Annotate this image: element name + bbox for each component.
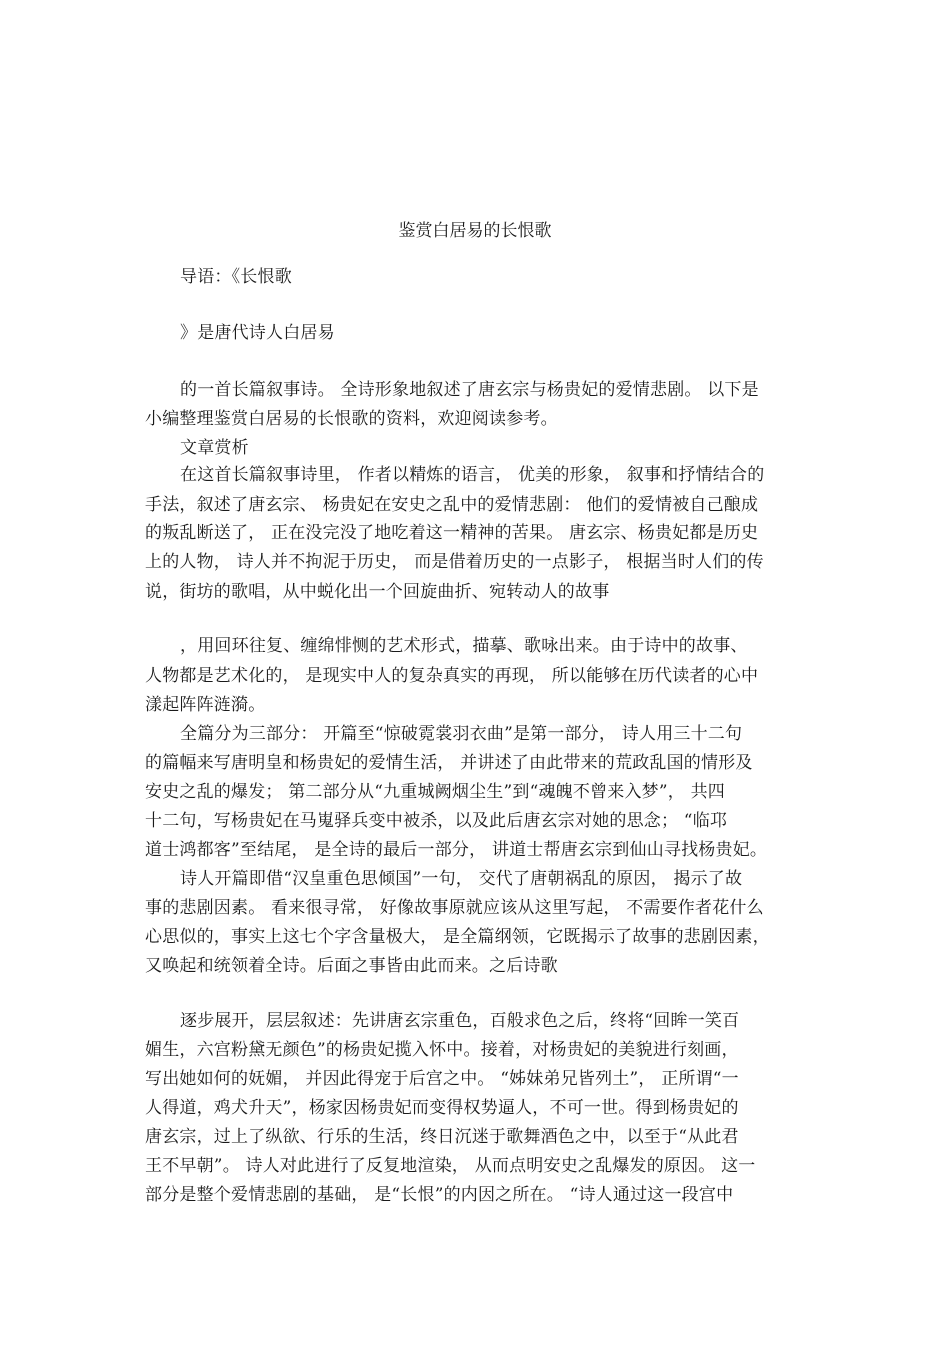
paragraph-line: 唐玄宗，过上了纵欲、行乐的生活，终日沉迷于歌舞酒色之中，以至于“从此君 bbox=[145, 1127, 739, 1147]
paragraph-line: 人得道，鸡犬升天”，杨家因杨贵妃而变得权势逼人，不可一世。得到杨贵妃的 bbox=[145, 1098, 739, 1118]
paragraph-line: 道士鸿都客”至结尾， 是全诗的最后一部分， 讲道士帮唐玄宗到仙山寻找杨贵妃。 bbox=[145, 840, 768, 860]
paragraph-line: 导语：《长恨歌 bbox=[180, 267, 292, 287]
paragraph-line: 的一首长篇叙事诗。 全诗形象地叙述了唐玄宗与杨贵妃的爱情悲剧。 以下是 bbox=[180, 380, 759, 400]
paragraph-line: 又唤起和统领着全诗。后面之事皆由此而来。之后诗歌 bbox=[145, 956, 558, 976]
paragraph-line: 在这首长篇叙事诗里， 作者以精炼的语言， 优美的形象， 叙事和抒情结合的 bbox=[180, 465, 765, 485]
paragraph-line: 上的人物， 诗人并不拘泥于历史， 而是借着历史的一点影子， 根据当时人们的传 bbox=[145, 552, 764, 572]
paragraph-line: 的叛乱断送了， 正在没完没了地吃着这一精神的苦果。 唐玄宗、杨贵妃都是历史 bbox=[145, 523, 759, 543]
paragraph-line: 手法，叙述了唐玄宗、 杨贵妃在安史之乱中的爱情悲剧： 他们的爱情被自己酿成 bbox=[145, 495, 759, 515]
paragraph-line: 逐步展开，层层叙述：先讲唐玄宗重色，百般求色之后，终将“回眸一笑百 bbox=[180, 1011, 740, 1031]
paragraph-line: 漾起阵阵涟漪。 bbox=[145, 695, 266, 715]
paragraph-line: 心思似的，事实上这七个字含量极大， 是全篇纲领，它既揭示了故事的悲剧因素， bbox=[145, 927, 770, 947]
paragraph-line: 安史之乱的爆发； 第二部分从“九重城阙烟尘生”到“魂魄不曾来入梦”， 共四 bbox=[145, 782, 725, 802]
paragraph-line: ，用回环往复、缠绵悱恻的艺术形式，描摹、歌咏出来。由于诗中的故事、 bbox=[180, 636, 748, 656]
section-heading: 文章赏析 bbox=[180, 438, 249, 458]
paragraph-line: 全篇分为三部分： 开篇至“惊破霓裳羽衣曲”是第一部分， 诗人用三十二句 bbox=[180, 724, 743, 744]
paragraph-line: 的篇幅来写唐明皇和杨贵妃的爱情生活， 并讲述了由此带来的荒政乱国的情形及 bbox=[145, 753, 753, 773]
document-title: 鉴赏白居易的长恨歌 bbox=[398, 221, 552, 241]
paragraph-line: 十二句，写杨贵妃在马嵬驿兵变中被杀，以及此后唐玄宗对她的思念； “临邛 bbox=[145, 811, 728, 831]
paragraph-line: 写出她如何的妩媚， 并因此得宠于后宫之中。 “姊妹弟兄皆列土”， 正所谓“一 bbox=[145, 1069, 739, 1089]
paragraph-line: 人物都是艺术化的， 是现实中人的复杂真实的再现， 所以能够在历代读者的心中 bbox=[145, 666, 759, 686]
paragraph-line: 媚生，六宫粉黛无颜色”的杨贵妃揽入怀中。接着，对杨贵妃的美貌进行刻画， bbox=[145, 1040, 739, 1060]
paragraph-line: 》是唐代诗人白居易 bbox=[180, 323, 335, 343]
paragraph-line: 诗人开篇即借“汉皇重色思倾国”一句， 交代了唐朝祸乱的原因， 揭示了故 bbox=[180, 869, 743, 889]
paragraph-line: 部分是整个爱情悲剧的基础， 是“长恨”的内因之所在。 “诗人通过这一段宫中 bbox=[145, 1185, 734, 1205]
paragraph-line: 小编整理鉴赏白居易的长恨歌的资料，欢迎阅读参考。 bbox=[145, 409, 558, 429]
paragraph-line: 说，街坊的歌唱，从中蜕化出一个回旋曲折、宛转动人的故事 bbox=[145, 582, 610, 602]
paragraph-line: 王不早朝”。 诗人对此进行了反复地渲染， 从而点明安史之乱爆发的原因。 这一 bbox=[145, 1156, 756, 1176]
paragraph-line: 事的悲剧因素。 看来很寻常， 好像故事原就应该从这里写起， 不需要作者花什么 bbox=[145, 898, 764, 918]
